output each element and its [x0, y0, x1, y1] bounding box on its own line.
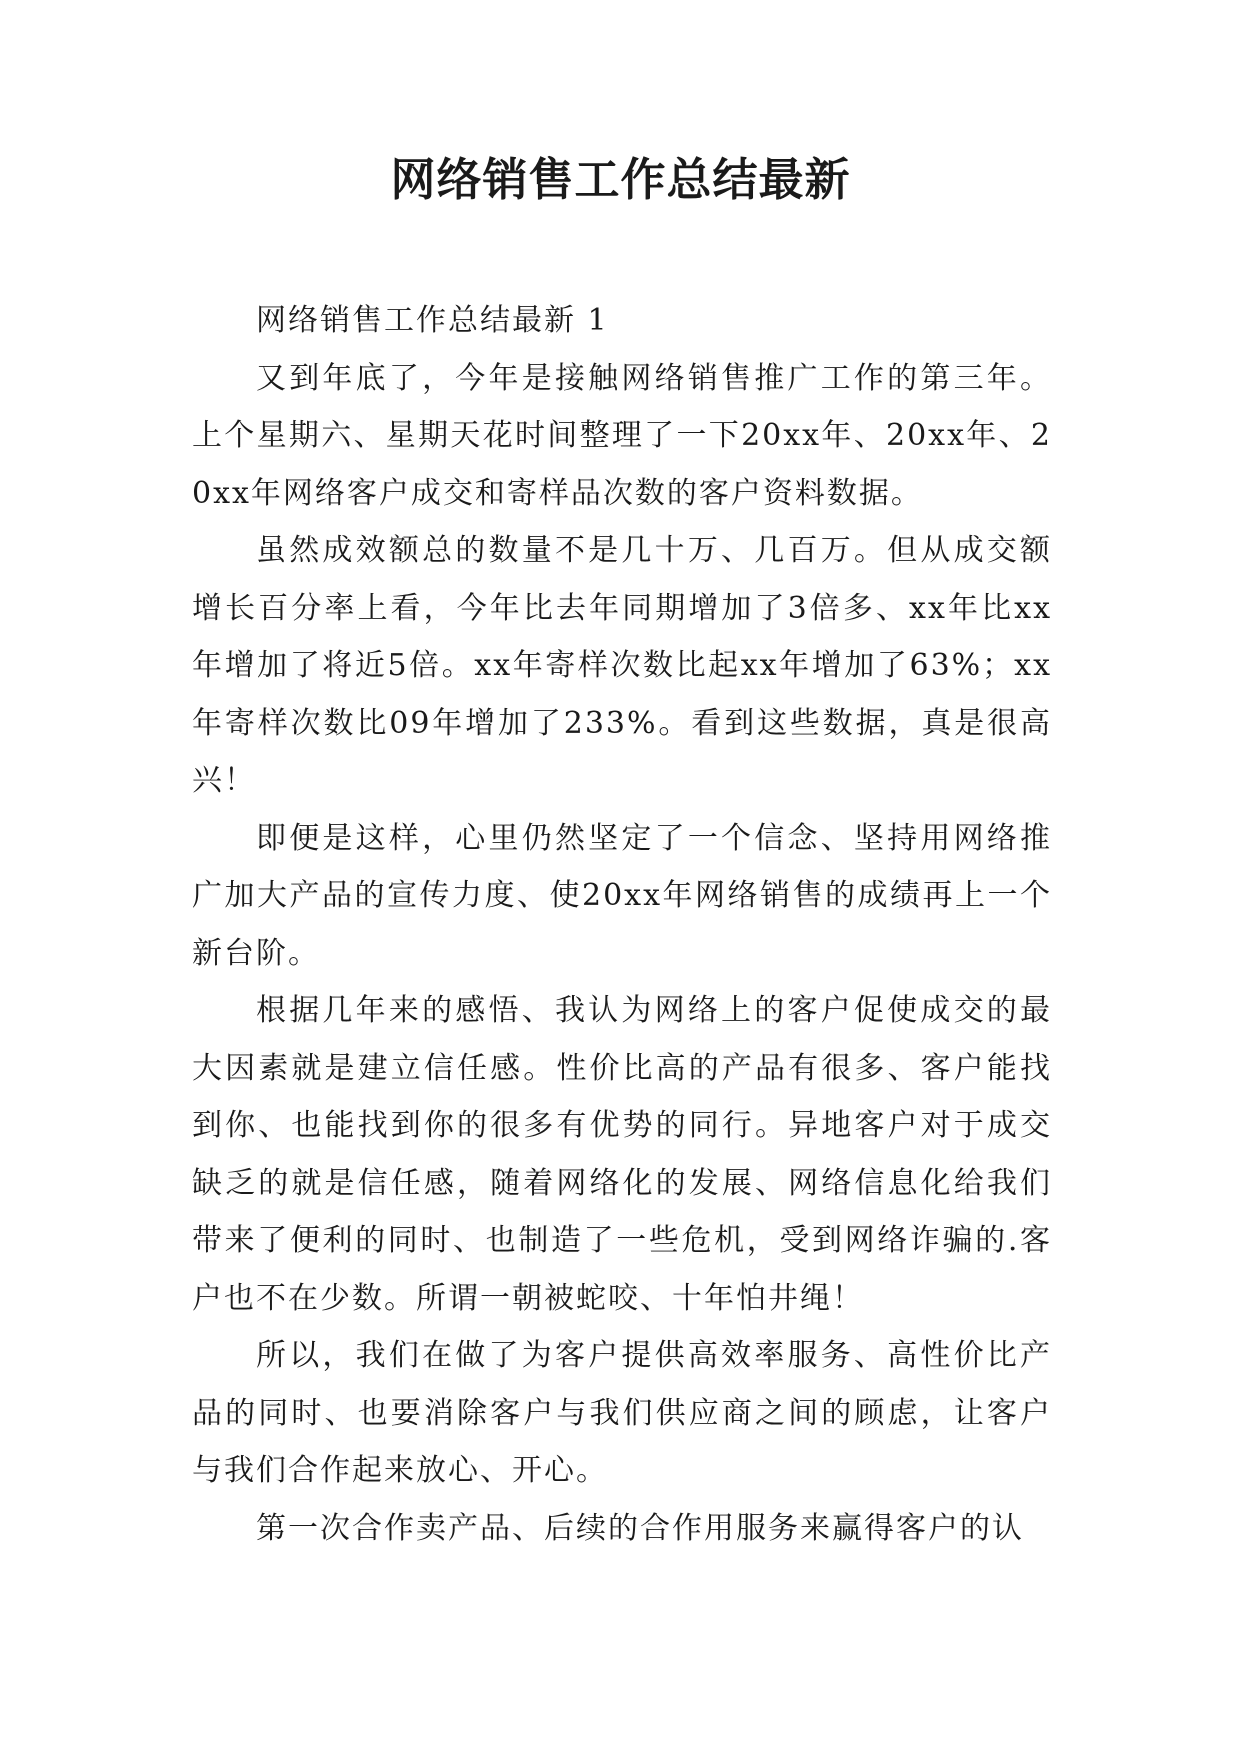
paragraph: 所以，我们在做了为客户提供高效率服务、高性价比产品的同时、也要消除客户与我们供应商之间的顾虑，让客户与我们合作起来放心、开心。	[192, 1338, 1052, 1488]
section-heading: 网络销售工作总结最新 1	[256, 303, 609, 338]
paragraph: 根据几年来的感悟、我认为网络上的客户促使成交的最大因素就是建立信任感。性价比高的产品有很多、客户能找到你、也能找到你的很多有优势的同行。异地客户对于成交缺乏的就是信任感，随着网络化的发展、网络信息化给我们带来了便利的同时、也制造了一些危机，受到网络诈骗的.客户也不在少数。所谓一朝被蛇咬、十年怕井绳！	[192, 993, 1052, 1316]
paragraph: 即便是这样，心里仍然坚定了一个信念、坚持用网络推广加大产品的宣传力度、使20xx年网络销售的成绩再上一个新台阶。	[192, 820, 1052, 971]
paragraph: 虽然成效额总的数量不是几十万、几百万。但从成交额增长百分率上看，今年比去年同期增加了3倍多、xx年比xx年增加了将近5倍。xx年寄样次数比起xx年增加了63%；xx年寄样次数比09年增加了233%。看到这些数据，真是很高兴！	[192, 533, 1052, 798]
paragraph: 第一次合作卖产品、后续的合作用服务来赢得客户的认	[256, 1510, 1024, 1546]
document-body	[192, 292, 1052, 1557]
document-title: 网络销售工作总结最新	[390, 153, 851, 206]
paragraph: 又到年底了，今年是接触网络销售推广工作的第三年。上个星期六、星期天花时间整理了一下20xx年、20xx年、20xx年网络客户成交和寄样品次数的客户资料数据。	[192, 360, 1052, 511]
